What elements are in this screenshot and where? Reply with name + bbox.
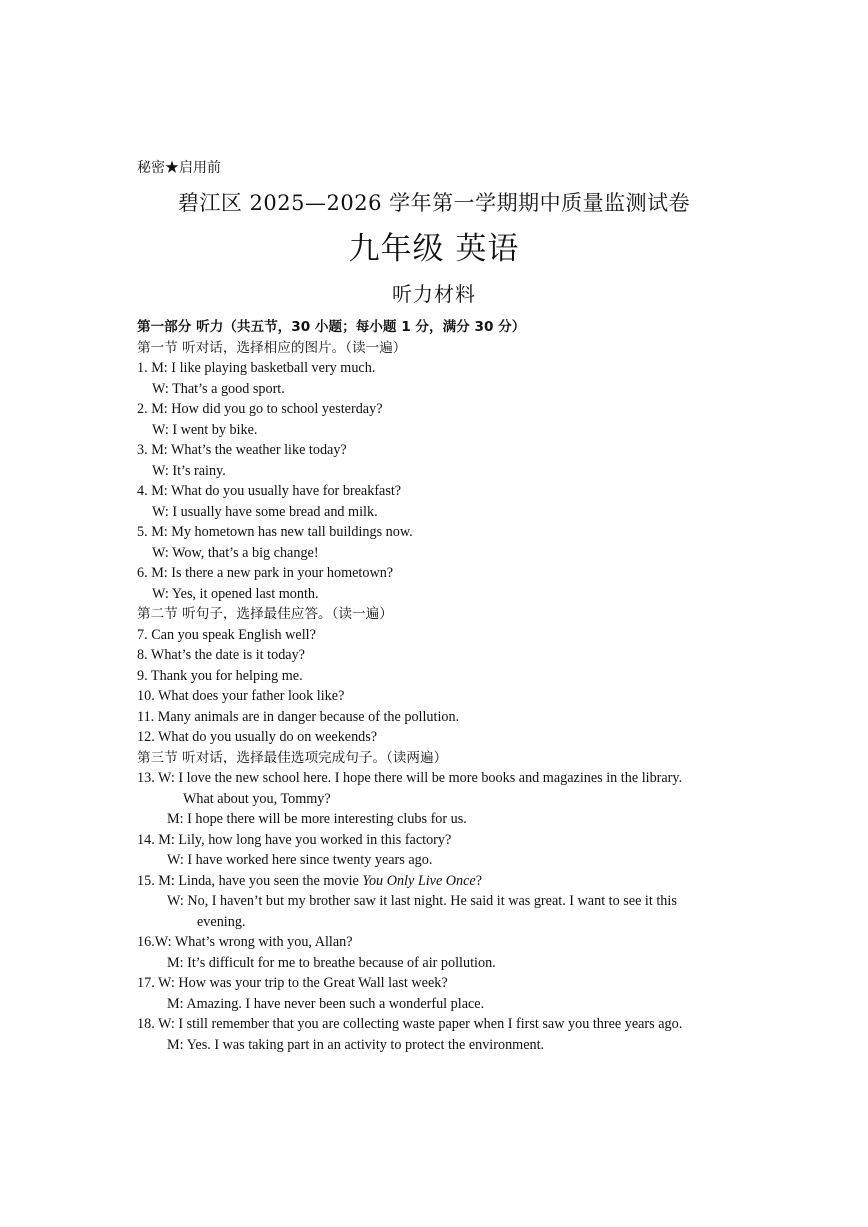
section2-heading: 第二节 听句子，选择最佳应答。（读一遍） [137, 606, 393, 622]
dialogue-line: M: Amazing. I have never been such a wonderful place. [167, 995, 485, 1012]
section1-heading: 第一节 听对话，选择相应的图片。（读一遍） [137, 339, 407, 356]
dialogue-line: 14. M: Lily, how long have you worked in this factory? [137, 831, 452, 848]
grade-subject-title: 九年级 英语 [348, 231, 520, 267]
dialogue-line: M: It’s difficult for me to breathe because of air pollution. [167, 954, 496, 971]
dialogue-line: evening. [197, 913, 246, 930]
dialogue-line: M: I hope there will be more interesting clubs for us. [167, 811, 467, 827]
sentence-line: 8. What’s the date is it today? [137, 647, 305, 663]
sentence-line: 9. Thank you for helping me. [137, 667, 303, 684]
dialogue-text: ? [475, 872, 483, 889]
dialogue-line: W: Wow, that’s a big change! [152, 544, 319, 561]
dialogue-text: 15. M: Linda, have you seen the movie [137, 872, 363, 889]
dialogue-line: 13. W: I love the new school here. I hope there will be more books and magazines in the library. [137, 770, 683, 786]
sentence-line: 12. What do you usually do on weekends? [137, 729, 378, 745]
dialogue-line: W: I went by bike. [152, 421, 258, 438]
dialogue-line: 4. M: What do you usually have for breakfast? [137, 483, 402, 499]
dialogue-line: W: No, I haven’t but my brother saw it last night. He said it was great. I want to see it this [167, 893, 677, 909]
confidential-label: 秘密★启用前 [137, 160, 221, 176]
dialogue-line: W: I usually have some bread and milk. [152, 503, 378, 520]
part1-heading: 第一部分 听力（共五节，30 小题；每小题 1 分，满分 30 分） [137, 319, 526, 335]
dialogue-line: 16.W: What’s wrong with you, Allan? [137, 934, 353, 950]
dialogue-line [137, 871, 742, 892]
sentence-line: 10. What does your father look like? [137, 688, 345, 704]
section3-heading: 第三节 听对话，选择最佳选项完成句子。（读两遍） [137, 749, 448, 766]
dialogue-line: M: Yes. I was taking part in an activity to protect the environment. [167, 1036, 545, 1053]
dialogue-line: W: Yes, it opened last month. [152, 585, 319, 602]
sentence-line: 7. Can you speak English well? [137, 626, 316, 643]
dialogue-line: 1. M: I like playing basketball very much. [137, 360, 376, 376]
movie-title: You Only Live Once [362, 872, 476, 889]
dialogue-line: 3. M: What’s the weather like today? [137, 442, 347, 458]
dialogue-line: 17. W: How was your trip to the Great Wall last week? [137, 975, 448, 991]
sentence-line: 11. Many animals are in danger because of the pollution. [137, 708, 460, 725]
dialogue-line: 5. M: My hometown has new tall buildings now. [137, 524, 413, 540]
dialogue-line: What about you, Tommy? [183, 790, 331, 807]
dialogue-line: 2. M: How did you go to school yesterday? [137, 401, 383, 417]
dialogue-line: W: That’s a good sport. [152, 380, 285, 397]
listening-material-title: 听力材料 [392, 282, 476, 306]
dialogue-line: W: It’s rainy. [152, 462, 226, 479]
listening-transcript [137, 317, 742, 1055]
dialogue-line: 18. W: I still remember that you are collecting waste paper when I first saw you three years ago. [137, 1016, 683, 1032]
dialogue-line: W: I have worked here since twenty years ago. [167, 852, 433, 868]
exam-title: 碧江区 2025—2026 学年第一学期期中质量监测试卷 [177, 191, 691, 215]
dialogue-line: 6. M: Is there a new park in your hometown? [137, 565, 394, 581]
